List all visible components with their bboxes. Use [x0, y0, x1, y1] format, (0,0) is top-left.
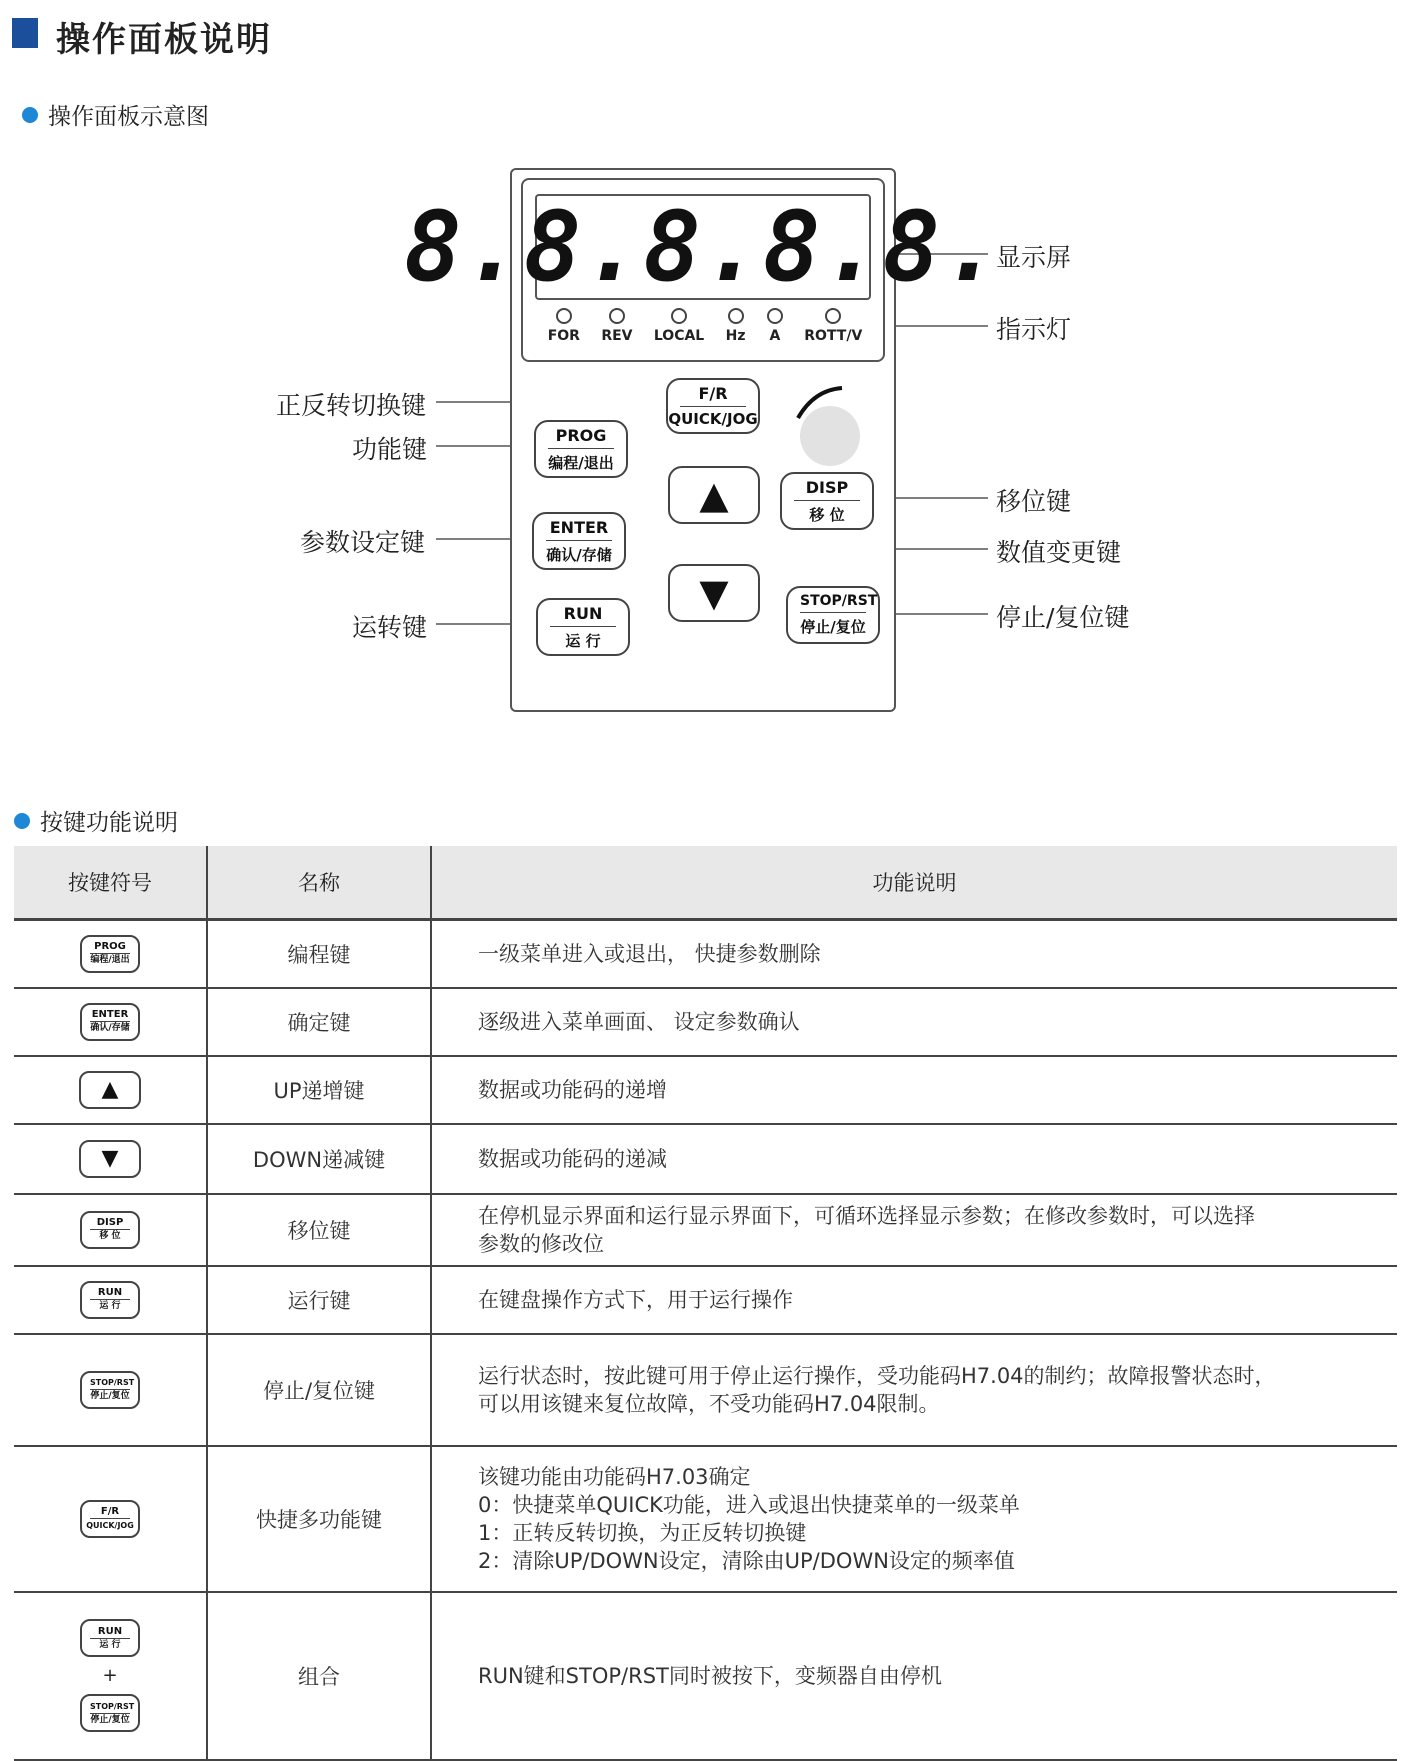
down-arrow-icon: ▼ — [79, 1140, 141, 1178]
key-description: 在停机显示界面和运行显示界面下，可循环选择显示参数；在修改参数时，可以选择 参数的修改位 — [431, 1194, 1397, 1266]
down-key[interactable] — [668, 564, 760, 622]
up-arrow-icon: ▲ — [79, 1071, 141, 1109]
run-key-icon: RUN 运 行 — [80, 1281, 140, 1319]
page-title: 操作面板说明 — [56, 20, 272, 60]
led-a: A — [767, 308, 783, 344]
callout-fr: 正反转切换键 — [276, 391, 427, 420]
run-key[interactable]: RUN 运 行 — [536, 598, 630, 656]
callout-param: 参数设定键 — [300, 528, 426, 557]
stop-rst-key-icon: STOP/RST 停止/复位 — [80, 1371, 140, 1409]
led-local: LOCAL — [654, 308, 704, 344]
section-keys-heading — [14, 804, 178, 837]
key-name: DOWN递减键 — [207, 1124, 431, 1194]
seven-segment-digits: 8.8.8.8.8. — [404, 191, 1002, 303]
disp-key-icon: DISP 移 位 — [80, 1211, 140, 1249]
header-description: 功能说明 — [431, 846, 1397, 920]
table-row — [14, 988, 1397, 1056]
up-key[interactable] — [668, 466, 760, 524]
operation-panel — [404, 168, 1002, 712]
table-row — [14, 1194, 1397, 1266]
led-circle-icon — [609, 308, 625, 324]
key-name: 编程键 — [207, 920, 431, 988]
key-description: 一级菜单进入或退出， 快捷参数删除 — [431, 920, 1397, 988]
header-name: 名称 — [207, 846, 431, 920]
stop-rst-key-icon: STOP/RST 停止/复位 — [80, 1694, 140, 1732]
key-name: 移位键 — [207, 1194, 431, 1266]
callout-shift: 移位键 — [996, 487, 1072, 516]
table-row — [14, 1266, 1397, 1334]
led-circle-icon — [728, 308, 744, 324]
key-description: 该键功能由功能码H7.03确定 0：快捷菜单QUICK功能，进入或退出快捷菜单的一级菜单 1：正转反转切换，为正反转切换键 2：清除UP/DOWN设定，清除由UP/DOWN设定的频率值 — [431, 1446, 1397, 1592]
callout-function: 功能键 — [352, 435, 428, 464]
indicator-leds — [523, 308, 887, 344]
key-function-table — [14, 846, 1397, 1761]
key-name: UP递增键 — [207, 1056, 431, 1124]
key-name: 组合 — [207, 1592, 431, 1760]
section-diagram-heading — [22, 98, 209, 131]
led-hz: Hz — [726, 308, 746, 344]
table-row — [14, 1334, 1397, 1446]
led-for: FOR — [548, 308, 580, 344]
led-circle-icon — [825, 308, 841, 324]
triangle-down-icon: ▼ — [699, 571, 729, 615]
stop-rst-key[interactable]: STOP/RST 停止/复位 — [786, 586, 880, 644]
plus-sign: + — [102, 1665, 118, 1686]
triangle-up-icon: ▲ — [699, 473, 729, 517]
fr-quick-jog-key-icon: F/R QUICK/JOG — [80, 1500, 140, 1538]
led-rottv: ROTT/V — [804, 308, 862, 344]
led-circle-icon — [556, 308, 572, 324]
potentiometer-knob[interactable] — [800, 406, 860, 466]
table-row — [14, 1446, 1397, 1592]
key-description: 逐级进入菜单画面、 设定参数确认 — [431, 988, 1397, 1056]
prog-key[interactable]: PROG 编程/退出 — [534, 420, 628, 478]
bullet-dot-icon — [14, 813, 30, 829]
display-frame — [404, 178, 1002, 362]
enter-key[interactable]: ENTER 确认/存储 — [532, 512, 626, 570]
callout-stop: 停止/复位键 — [996, 603, 1130, 632]
key-name: 确定键 — [207, 988, 431, 1056]
key-name: 停止/复位键 — [207, 1334, 431, 1446]
enter-key-icon: ENTER 确认/存储 — [80, 1003, 140, 1041]
led-circle-icon — [767, 308, 783, 324]
prog-key-icon: PROG 编程/退出 — [80, 935, 140, 973]
callout-run: 运转键 — [352, 613, 428, 642]
led-circle-icon — [671, 308, 687, 324]
key-description: 数据或功能码的递减 — [431, 1124, 1397, 1194]
callout-value: 数值变更键 — [996, 538, 1122, 567]
key-name: 运行键 — [207, 1266, 431, 1334]
disp-key[interactable]: DISP 移 位 — [780, 472, 874, 530]
table-row — [14, 1056, 1397, 1124]
led-rev: REV — [601, 308, 632, 344]
callout-indicator: 指示灯 — [996, 315, 1072, 344]
display-screen — [404, 191, 1002, 303]
run-key-icon: RUN 运 行 — [80, 1619, 140, 1657]
section-keys-label: 按键功能说明 — [40, 810, 178, 836]
table-row — [14, 920, 1397, 988]
key-description: 运行状态时，按此键可用于停止运行操作，受功能码H7.04的制约；故障报警状态时， 可以用该键来复位故障，不受功能码H7.04限制。 — [431, 1334, 1397, 1446]
bullet-dot-icon — [22, 107, 38, 123]
table-row — [14, 1124, 1397, 1194]
table-row — [14, 1592, 1397, 1760]
callout-display: 显示屏 — [996, 243, 1072, 272]
header-key-symbol: 按键符号 — [14, 846, 207, 920]
table-header-row — [14, 846, 1397, 920]
section-diagram-label: 操作面板示意图 — [48, 104, 209, 130]
key-description: RUN键和STOP/RST同时被按下，变频器自由停机 — [431, 1592, 1397, 1760]
key-name: 快捷多功能键 — [207, 1446, 431, 1592]
key-description: 在键盘操作方式下，用于运行操作 — [431, 1266, 1397, 1334]
key-description: 数据或功能码的递增 — [431, 1056, 1397, 1124]
title-marker — [12, 18, 38, 48]
fr-quick-jog-key[interactable]: F/R QUICK/JOG — [666, 378, 760, 434]
